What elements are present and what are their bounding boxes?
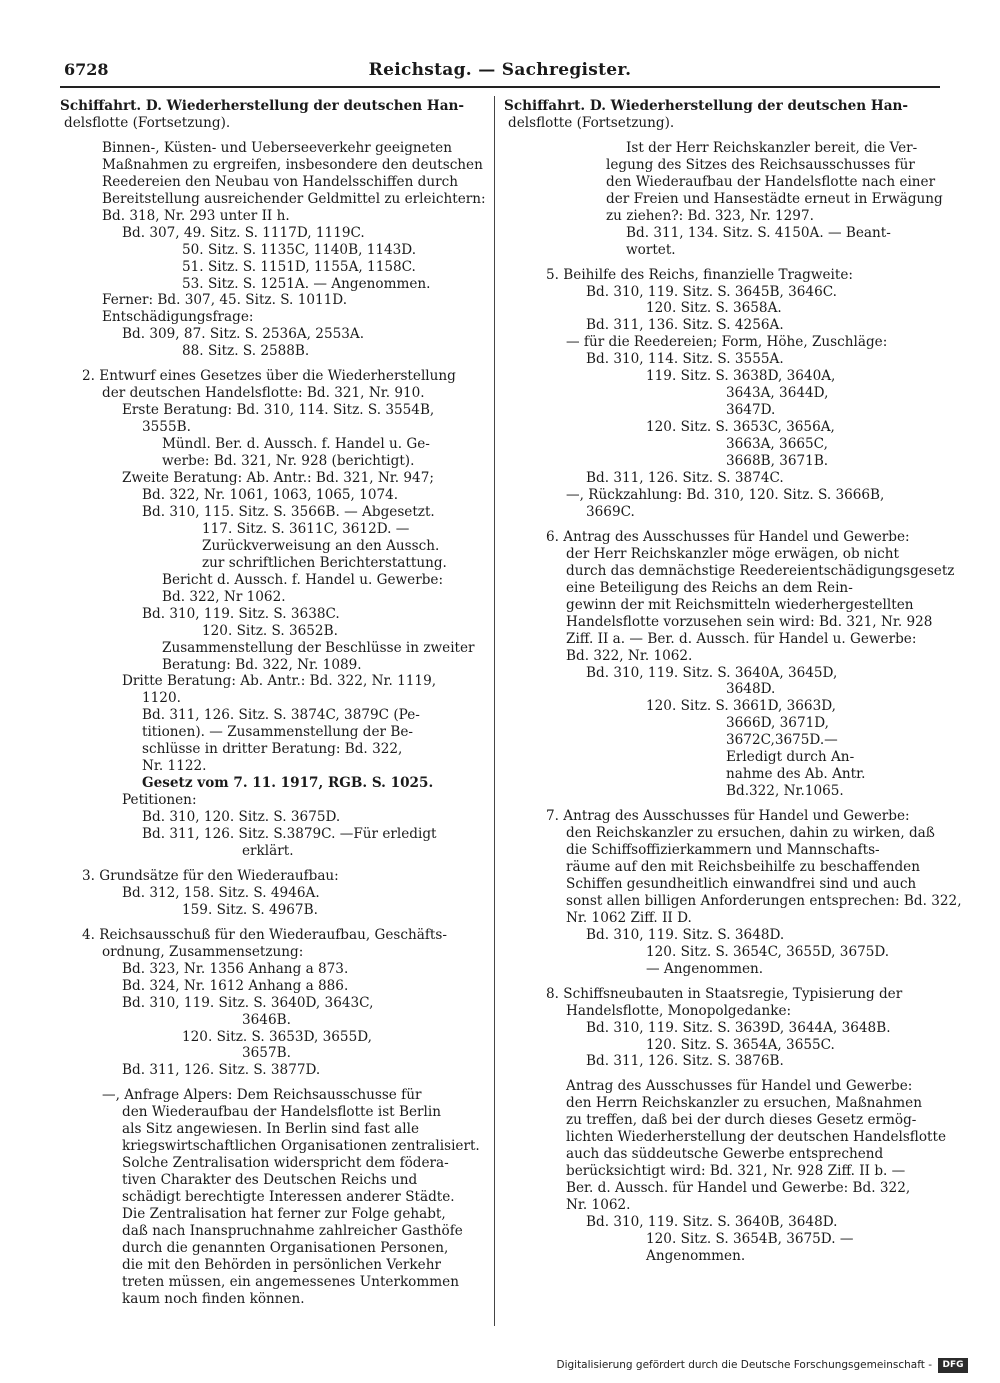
text-line: Bd. 324, Nr. 1612 Anhang a 886. bbox=[122, 977, 349, 994]
text-line: 3668B, 3671B. bbox=[726, 453, 829, 470]
text-line: Bd. 310, 119. Sitz. S. 3640A, 3645D, bbox=[586, 664, 838, 681]
text-line: der deutschen Handelsflotte: Bd. 321, Nr. 910. bbox=[102, 385, 425, 402]
text-line: Bd. 310, 119. Sitz. S. 3640B, 3648D. bbox=[586, 1214, 838, 1231]
text-line: Beratung: Bd. 322, Nr. 1089. bbox=[162, 656, 362, 673]
text-line: —, Rückzahlung: Bd. 310, 120. Sitz. S. 3666B, bbox=[566, 486, 885, 503]
text-line: —, Anfrage Alpers: Dem Reichsausschusse für bbox=[102, 1087, 422, 1104]
text-line: 159. Sitz. S. 4967B. bbox=[182, 901, 318, 918]
text-line: — für die Reedereien; Form, Höhe, Zuschläge: bbox=[566, 334, 888, 351]
text-line: 53. Sitz. S. 1251A. — Angenommen. bbox=[182, 275, 431, 292]
text-line: Mündl. Ber. d. Aussch. f. Handel u. Ge- bbox=[162, 436, 430, 453]
text-line: Bd. 311, 126. Sitz. S. 3874C, 3879C (Pe- bbox=[142, 707, 420, 724]
text-line: treten müssen, ein angemessenes Unterkommen bbox=[122, 1273, 459, 1290]
right-column bbox=[504, 98, 962, 1265]
text-line: 3669C. bbox=[586, 503, 635, 520]
text-line: Bd. 311, 136. Sitz. S. 4256A. bbox=[586, 317, 784, 334]
text-line: 117. Sitz. S. 3611C, 3612D. — bbox=[202, 520, 410, 537]
text-line: Schiffahrt. D. Wiederherstellung der deutschen Han- bbox=[504, 98, 909, 114]
column-divider bbox=[494, 96, 495, 1326]
text-line: Reedereien den Neubau von Handelsschiffen durch bbox=[102, 173, 458, 190]
text-line: Ist der Herr Reichskanzler bereit, die Ver- bbox=[626, 139, 918, 156]
text-line: Schiffen gesundheitlich einwandfrei sind und auch bbox=[566, 875, 917, 892]
text-line: 5. Beihilfe des Reichs, finanzielle Tragweite: bbox=[546, 266, 853, 283]
text-line: als Sitz angewiesen. In Berlin sind fast alle bbox=[122, 1121, 419, 1138]
text-line: Bericht d. Aussch. f. Handel u. Gewerbe: bbox=[162, 571, 444, 588]
text-line: wortet. bbox=[626, 241, 676, 258]
text-line: Die Zentralisation hat ferner zur Folge gehabt, bbox=[122, 1206, 446, 1223]
text-line: zu ziehen?: Bd. 323, Nr. 1297. bbox=[606, 207, 814, 224]
text-line: den Wiederaufbau der Handelsflotte nach einer bbox=[606, 173, 936, 190]
text-line: legung des Sitzes des Reichsausschusses für bbox=[606, 156, 915, 173]
text-line: 6. Antrag des Ausschusses für Handel und Gewerbe: bbox=[546, 528, 910, 545]
text-line: zu treffen, daß bei der durch dieses Gesetz ermög- bbox=[566, 1112, 917, 1129]
running-title: Reichstag. — Sachregister. bbox=[368, 60, 632, 80]
text-line: kaum noch finden können. bbox=[122, 1290, 305, 1307]
text-line: Nr. 1062 Ziff. II D. bbox=[566, 909, 692, 926]
text-line: eine Beteiligung des Reichs an dem Rein- bbox=[566, 579, 853, 596]
text-line: 3666D, 3671D, bbox=[726, 715, 829, 732]
text-line: 120. Sitz. S. 3658A. bbox=[646, 300, 782, 317]
text-line: 3555B. bbox=[142, 419, 191, 436]
text-line: Solche Zentralisation widerspricht dem födera- bbox=[122, 1155, 449, 1172]
text-line: sonst allen billigen Anforderungen entsprechen: Bd. 322, bbox=[566, 892, 962, 909]
text-line: lichten Wiederherstellung der deutschen Handelsflotte bbox=[566, 1129, 947, 1146]
page-number: 6728 bbox=[64, 60, 109, 79]
text-line: der Freien und Hansestädte erneut in Erwägung bbox=[606, 190, 943, 207]
text-line: Bd. 318, Nr. 293 unter II h. bbox=[102, 207, 290, 224]
left-column bbox=[60, 98, 486, 1308]
text-line: durch die genannten Organisationen Personen, bbox=[122, 1239, 449, 1256]
text-line: nahme des Ab. Antr. bbox=[726, 766, 866, 783]
text-line: 120. Sitz. S. 3653C, 3656A, bbox=[646, 419, 835, 436]
text-line: Bd. 310, 120. Sitz. S. 3675D. bbox=[142, 809, 341, 826]
text-line: Bd. 311, 126. Sitz. S. 3877D. bbox=[122, 1062, 321, 1079]
text-line: der Herr Reichskanzler möge erwägen, ob nicht bbox=[566, 545, 899, 562]
text-line: 120. Sitz. S. 3654B, 3675D. — bbox=[646, 1231, 854, 1247]
text-line: 2. Entwurf eines Gesetzes über die Wiederherstellung bbox=[82, 368, 456, 385]
text-line: Bd. 323, Nr. 1356 Anhang a 873. bbox=[122, 960, 349, 977]
text-line: die mit den Behörden in persönlichen Verkehr bbox=[122, 1256, 441, 1273]
text-line: Zusammenstellung der Beschlüsse in zweiter bbox=[162, 639, 475, 656]
text-line: Bd. 312, 158. Sitz. S. 4946A. bbox=[122, 884, 320, 901]
text-line: Bd. 309, 87. Sitz. S. 2536A, 2553A. bbox=[122, 326, 365, 343]
text-line: 4. Reichsausschuß für den Wiederaufbau, Geschäfts- bbox=[82, 926, 447, 943]
text-line: Bd. 310, 119. Sitz. S. 3638C. bbox=[142, 605, 340, 622]
text-line: titionen). — Zusammenstellung der Be- bbox=[142, 724, 413, 741]
text-line: 120. Sitz. S. 3661D, 3663D, bbox=[646, 698, 836, 715]
text-line: daß nach Inanspruchnahme zahlreicher Gasthöfe bbox=[122, 1223, 463, 1239]
text-line: durch das demnächstige Reedereientschädigungsgesetz bbox=[566, 562, 955, 579]
text-line: Ziff. II a. — Ber. d. Aussch. für Handel u. Gewerbe: bbox=[566, 630, 917, 647]
text-line: 120. Sitz. S. 3653D, 3655D, bbox=[182, 1028, 372, 1045]
text-line: Bd. 307, 49. Sitz. S. 1117D, 1119C. bbox=[122, 224, 365, 241]
text-line: Dritte Beratung: Ab. Antr.: Bd. 322, Nr. 1119, bbox=[122, 673, 437, 690]
text-line: den Herrn Reichskanzler zu ersuchen, Maßnahmen bbox=[566, 1095, 922, 1112]
text-line: 3. Grundsätze für den Wiederaufbau: bbox=[82, 867, 339, 884]
text-line: auch das süddeutsche Gewerbe entsprechend bbox=[566, 1146, 884, 1163]
text-line: erklärt. bbox=[242, 842, 294, 859]
text-line: schlüsse in dritter Beratung: Bd. 322, bbox=[142, 741, 403, 758]
text-line: 88. Sitz. S. 2588B. bbox=[182, 343, 310, 360]
text-line: 3663A, 3665C, bbox=[726, 436, 828, 453]
text-line: Gesetz vom 7. 11. 1917, RGB. S. 1025. bbox=[142, 775, 434, 792]
text-line: 1120. bbox=[142, 690, 181, 707]
text-line: die Schiffsoffizierkammern und Mannschafts- bbox=[566, 842, 880, 859]
text-line: Schiffahrt. D. Wiederherstellung der deutschen Han- bbox=[60, 98, 465, 114]
text-line: Bd. 311, 126. Sitz. S. 3874C. bbox=[586, 470, 784, 487]
text-line: tiven Charakter des Deutschen Reichs und bbox=[122, 1172, 418, 1189]
text-line: 3647D. bbox=[726, 402, 776, 419]
text-line: Bd. 311, 134. Sitz. S. 4150A. — Beant- bbox=[626, 224, 891, 241]
text-line: 8. Schiffsneubauten in Staatsregie, Typisierung der bbox=[546, 985, 903, 1002]
text-line: 51. Sitz. S. 1151D, 1155A, 1158C. bbox=[182, 258, 416, 275]
text-line: 3657B. bbox=[242, 1045, 291, 1062]
text-line: gewinn der mit Reichsmitteln wiederhergestellten bbox=[566, 596, 914, 613]
text-line: Angenommen. bbox=[646, 1247, 746, 1264]
dfg-credit: Digitalisierung gefördert durch die Deutsche Forschungsgemeinschaft - bbox=[556, 1359, 932, 1371]
text-line: Handelsflotte, Monopolgedanke: bbox=[566, 1002, 792, 1019]
text-line: 3648D. bbox=[726, 681, 776, 698]
text-line: Bd. 310, 115. Sitz. S. 3566B. — Abgesetzt. bbox=[142, 503, 435, 520]
text-line: den Reichskanzler zu ersuchen, dahin zu wirken, daß bbox=[566, 825, 935, 842]
text-line: Zurückverweisung an den Aussch. bbox=[202, 537, 440, 554]
text-line: 7. Antrag des Ausschusses für Handel und Gewerbe: bbox=[546, 808, 910, 825]
text-line: 3646B. bbox=[242, 1011, 291, 1028]
text-line: 3672C,3675D.— bbox=[726, 732, 838, 749]
text-line: Bd. 322, Nr 1062. bbox=[162, 588, 286, 605]
text-line: delsflotte (Fortsetzung). bbox=[64, 114, 231, 131]
text-line: 119. Sitz. S. 3638D, 3640A, bbox=[646, 368, 836, 385]
text-line: Bd. 322, Nr. 1062. bbox=[566, 647, 693, 664]
text-line: Binnen-, Küsten- und Ueberseeverkehr geeigneten bbox=[102, 139, 452, 156]
text-line: Maßnahmen zu ergreifen, insbesondere den deutschen bbox=[102, 156, 483, 173]
text-line: Bd. 311, 126. Sitz. S.3879C. —Für erledigt bbox=[142, 826, 437, 843]
page-header bbox=[60, 58, 940, 88]
text-line: ordnung, Zusammensetzung: bbox=[102, 943, 304, 960]
text-line: räume auf den mit Reichsbeihilfe zu beschaffenden bbox=[566, 858, 920, 875]
text-line: berücksichtigt wird: Bd. 321, Nr. 928 Ziff. II b. — bbox=[566, 1163, 906, 1180]
text-line: delsflotte (Fortsetzung). bbox=[508, 114, 675, 131]
text-line: Ferner: Bd. 307, 45. Sitz. S. 1011D. bbox=[102, 292, 348, 309]
text-line: Nr. 1122. bbox=[142, 758, 207, 775]
text-line: Bd. 311, 126. Sitz. S. 3876B. bbox=[586, 1053, 784, 1070]
text-line: Bd. 310, 119. Sitz. S. 3648D. bbox=[586, 926, 785, 943]
text-line: Bd.322, Nr.1065. bbox=[726, 783, 844, 800]
text-line: 120. Sitz. S. 3652B. bbox=[202, 622, 338, 639]
text-line: 50. Sitz. S. 1135C, 1140B, 1143D. bbox=[182, 241, 417, 258]
dfg-logo: DFG bbox=[938, 1358, 968, 1373]
text-line: den Wiederaufbau der Handelsflotte ist Berlin bbox=[122, 1104, 441, 1121]
text-line: Entschädigungsfrage: bbox=[102, 309, 254, 326]
text-line: Nr. 1062. bbox=[566, 1197, 631, 1214]
text-line: Bd. 322, Nr. 1061, 1063, 1065, 1074. bbox=[142, 486, 399, 503]
text-line: Antrag des Ausschusses für Handel und Gewerbe: bbox=[566, 1078, 913, 1095]
text-line: Bereitstellung ausreichender Geldmittel zu erleichtern: bbox=[102, 190, 486, 207]
text-line: zur schriftlichen Berichterstattung. bbox=[202, 554, 447, 571]
text-line: Bd. 310, 119. Sitz. S. 3640D, 3643C, bbox=[122, 994, 374, 1011]
text-line: 120. Sitz. S. 3654C, 3655D, 3675D. bbox=[646, 943, 890, 960]
text-line: Ber. d. Aussch. für Handel und Gewerbe: Bd. 322, bbox=[566, 1180, 911, 1197]
text-line: 120. Sitz. S. 3654A, 3655C. bbox=[646, 1036, 835, 1053]
text-line: kriegswirtschaftlichen Organisationen zentralisiert. bbox=[122, 1138, 480, 1155]
text-line: Erste Beratung: Bd. 310, 114. Sitz. S. 3554B, bbox=[122, 402, 435, 419]
text-line: — Angenommen. bbox=[646, 960, 764, 977]
text-line: Bd. 310, 119. Sitz. S. 3639D, 3644A, 3648B. bbox=[586, 1019, 891, 1036]
text-line: Handelsflotte vorzusehen sein wird: Bd. 321, Nr. 928 bbox=[566, 613, 933, 630]
text-line: werbe: Bd. 321, Nr. 928 (berichtigt). bbox=[162, 453, 415, 470]
text-line: Bd. 310, 119. Sitz. S. 3645B, 3646C. bbox=[586, 283, 837, 300]
text-line: Petitionen: bbox=[122, 792, 197, 809]
text-line: Bd. 310, 114. Sitz. S. 3555A. bbox=[586, 351, 784, 368]
text-line: Zweite Beratung: Ab. Antr.: Bd. 321, Nr. 947; bbox=[122, 470, 434, 487]
text-line: 3643A, 3644D, bbox=[726, 385, 829, 402]
text-line: schädigt berechtigte Interessen anderer Städte. bbox=[122, 1189, 455, 1206]
text-line: Erledigt durch An- bbox=[726, 749, 855, 766]
